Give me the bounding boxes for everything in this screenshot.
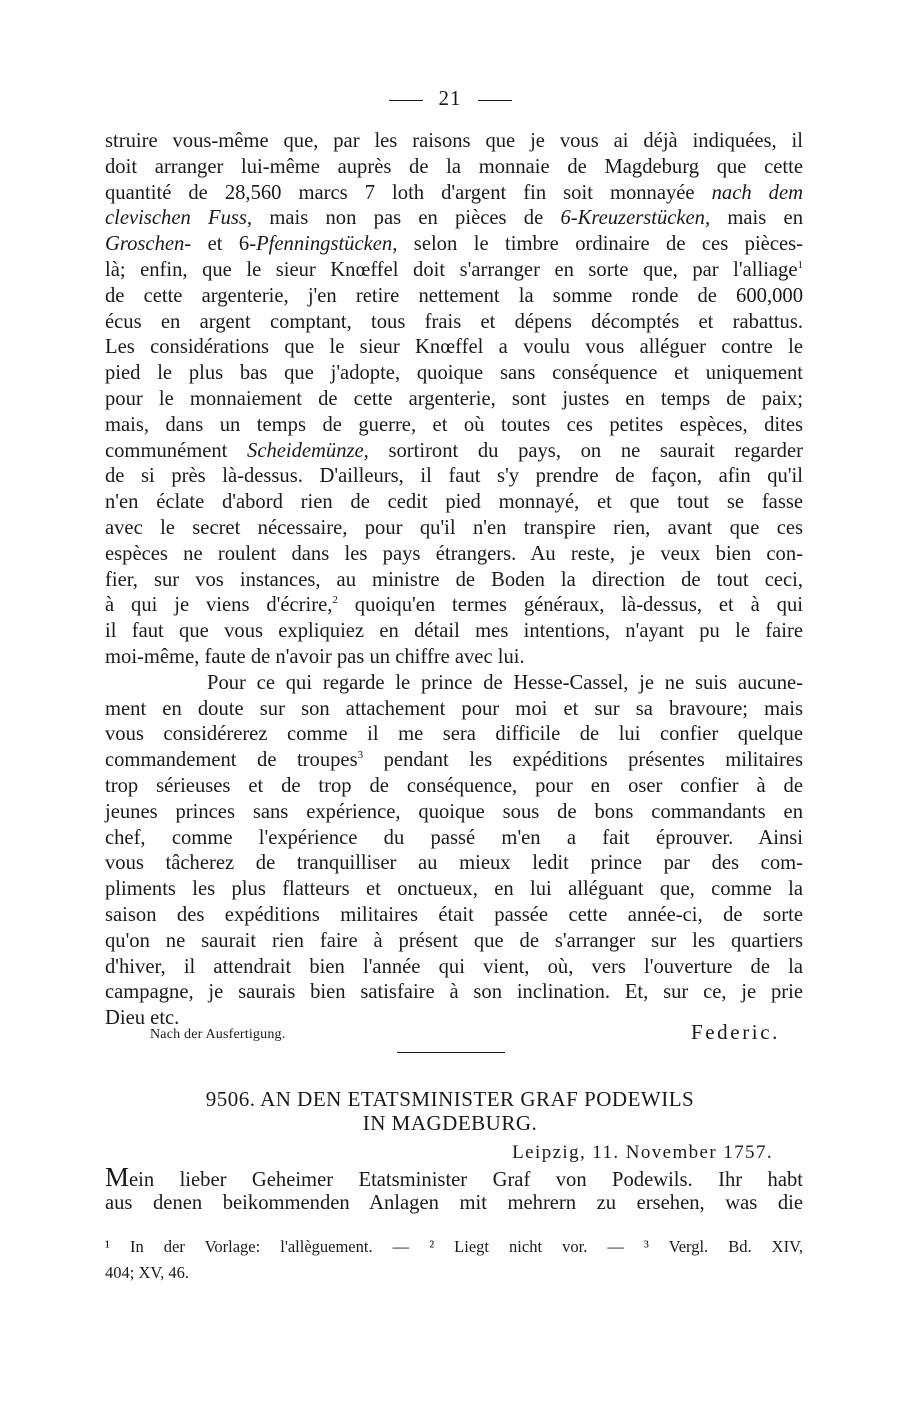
text-line — [105, 129, 803, 155]
text-line — [105, 310, 803, 336]
italic-term: 6-Kreuzerstücken, — [560, 207, 711, 230]
text-span: sortiront du pays, on ne saurait regarder — [368, 439, 803, 462]
text-line — [105, 568, 803, 594]
document-heading-line1: 9506. AN DEN ETATSMINISTER GRAF PODEWILS — [205, 1087, 695, 1111]
text-line — [105, 955, 803, 981]
text-span: selon le timbre ordinaire de ces pièces- — [397, 233, 803, 256]
text-span: mais non pas en pièces de — [252, 207, 561, 230]
text-span: ein lieber Geheimer Etatsminister Graf von Podewils. Ihr habt — [129, 1169, 803, 1191]
text-span: pliments les plus flatteurs et onctueux, en lui alléguant que, comme la — [105, 878, 803, 901]
section-divider — [397, 1052, 505, 1053]
text-line — [105, 258, 803, 284]
text-line — [105, 490, 803, 516]
text-line — [105, 155, 803, 181]
letter-text — [105, 1162, 803, 1217]
text-span: Pour ce qui regarde le prince de Hesse-Cassel, je ne suis aucune- — [207, 671, 803, 694]
text-span: n'en éclate d'abord rien de cedit pied monnayé, et que tout se fasse — [105, 491, 803, 514]
text-span: là; enfin, que le sieur Knœffel doit s'arranger en sorte que, par l'alliage — [105, 258, 798, 281]
text-span: ment en doute sur son attachement pour moi et sur sa bravoure; mais — [105, 697, 803, 720]
text-span: communément — [105, 439, 248, 462]
text-line — [105, 748, 803, 774]
text-line — [105, 181, 803, 207]
text-span: moi-même, faute de n'avoir pas un chiffre avec lui. — [105, 645, 525, 668]
text-line — [105, 877, 803, 903]
text-span: saison des expéditions militaires était passée cette année-ci, de sorte — [105, 903, 803, 926]
header-dash-right — [478, 100, 512, 101]
text-span: campagne, je saurais bien satisfaire à son inclination. Et, sur ce, je prie — [105, 981, 803, 1004]
italic-term: nach dem — [711, 181, 803, 204]
text-span: à qui je viens d'écrire, — [105, 594, 333, 617]
text-span: pied le plus bas que j'adopte, quoique sans conséquence et uniquement — [105, 362, 803, 385]
text-span: vous considérerez comme il me sera difficile de lui confier quelque — [105, 723, 803, 746]
text-line — [105, 697, 803, 723]
text-line — [105, 1162, 803, 1192]
text-span: commandement de troupes — [105, 749, 358, 772]
footnote-marker: 2 — [332, 594, 338, 607]
text-span: chef, comme l'expérience du passé m'en a fait éprouver. Ainsi — [105, 826, 803, 849]
text-line — [105, 335, 803, 361]
text-line — [105, 903, 803, 929]
text-span: qu'on ne saurait rien faire à présent que de s'arranger sur les quartiers — [105, 929, 803, 952]
text-span: mais, dans un temps de guerre, et où toutes ces petites espèces, dites — [105, 413, 803, 436]
text-span: et 6- — [191, 233, 257, 256]
text-line — [105, 464, 803, 490]
footnote-marker: 3 — [357, 749, 364, 762]
text-span: il faut que vous expliquiez en détail mes intentions, n'ayant pu le faire — [105, 620, 803, 643]
text-span: mais en — [710, 207, 803, 230]
initial-capital: M — [105, 1162, 130, 1192]
text-span: fier, sur vos instances, au ministre de Boden la direction de tout ceci, — [105, 568, 803, 591]
text-line — [105, 361, 803, 387]
text-span: pendant les expéditions présentes militaires — [363, 749, 804, 772]
text-span: Dieu etc. — [105, 1007, 180, 1030]
text-line — [105, 826, 803, 852]
text-line — [105, 800, 803, 826]
text-line — [105, 851, 803, 877]
text-line — [105, 206, 803, 232]
footnote-marker: 1 — [797, 258, 803, 271]
text-line — [105, 439, 803, 465]
running-header — [0, 86, 900, 111]
text-span: trop sérieuses et de trop de conséquence, pour en oser confier à de — [105, 774, 803, 797]
text-line — [105, 619, 803, 645]
text-line — [105, 516, 803, 542]
italic-term: clevischen Fuss, — [105, 207, 253, 230]
signature: Federic. — [690, 1020, 780, 1044]
text-line — [105, 413, 803, 439]
page-number: 21 — [438, 86, 462, 110]
text-line — [105, 980, 803, 1006]
text-span: vous tâcherez de tranquilliser au mieux ledit prince par des com- — [105, 852, 803, 875]
text-line — [105, 232, 803, 258]
text-line — [105, 542, 803, 568]
text-line — [105, 593, 803, 619]
text-span: jeunes princes sans expérience, quoique sous de bons commandants en — [105, 800, 803, 823]
text-span: écus en argent comptant, tous frais et dépens décomptés et rabattus. — [105, 310, 803, 333]
text-span: de si près là-dessus. D'ailleurs, il faut s'y prendre de façon, afin qu'il — [105, 465, 803, 488]
body-text — [105, 129, 803, 1032]
text-span: Les considérations que le sieur Knœffel a voulu vous alléguer contre le — [105, 336, 803, 359]
closing — [150, 1020, 780, 1048]
header-dash-left — [389, 100, 423, 101]
italic-term: Scheidemünze, — [247, 439, 369, 462]
footnote-line: 404; XV, 46. — [105, 1262, 190, 1282]
text-span: quoiqu'en termes généraux, là-dessus, et à qui — [337, 594, 803, 617]
text-line — [105, 722, 803, 748]
text-span: d'hiver, il attendrait bien l'année qui vient, où, vers l'ouverture de la — [105, 955, 803, 978]
text-line — [105, 671, 803, 697]
text-span: avec le secret nécessaire, pour qu'il n'en transpire rien, avant que ces — [105, 516, 803, 539]
document-heading — [0, 1087, 900, 1135]
source-note: Nach der Ausfertigung. — [150, 1027, 286, 1042]
text-span: de cette argenterie, j'en retire nettement la somme ronde de 600,000 — [105, 284, 803, 307]
text-line — [105, 284, 803, 310]
footnote-line: ¹ In der Vorlage: l'allèguement. — ² Liegt nicht vor. — ³ Vergl. Bd. XIV, — [105, 1237, 803, 1256]
dateline: Leipzig, 11. November 1757. — [512, 1142, 773, 1163]
italic-term: Groschen- — [105, 233, 192, 256]
text-span: pour le monnaiement de cette argenterie, sont justes en temps de paix; — [105, 387, 803, 410]
text-span: aus denen beikommenden Anlagen mit mehrern zu ersehen, was die — [105, 1191, 803, 1214]
italic-term: Pfenningstücken, — [256, 233, 398, 256]
text-line — [105, 645, 803, 671]
footnotes — [105, 1236, 803, 1288]
text-line — [105, 387, 803, 413]
text-line — [105, 929, 803, 955]
text-span: doit arranger lui-même auprès de la monnaie de Magdeburg que cette — [105, 155, 803, 178]
text-span: quantité de 28,560 marcs 7 loth d'argent fin soit monnayée — [105, 181, 712, 204]
text-line — [105, 1191, 803, 1217]
text-span: espèces ne roulent dans les pays étrangers. Au reste, je veux bien con- — [105, 542, 803, 565]
document-heading-line2: IN MAGDEBURG. — [362, 1111, 538, 1135]
text-span: struire vous-même que, par les raisons que je vous ai déjà indiquées, il — [105, 130, 803, 152]
text-line — [105, 774, 803, 800]
